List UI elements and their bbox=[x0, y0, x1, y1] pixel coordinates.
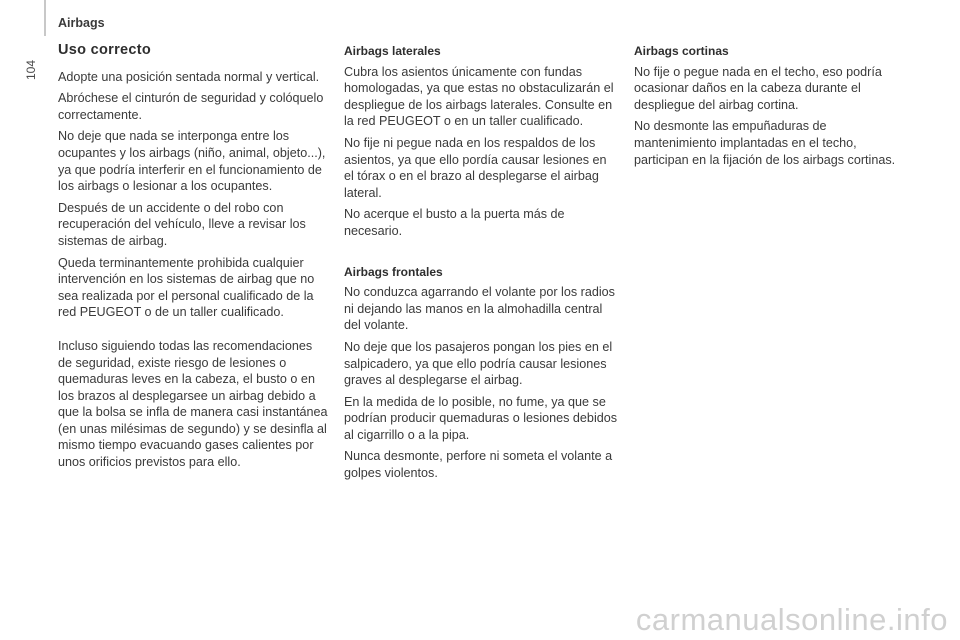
paragraph: Adopte una posición sentada normal y vertical. bbox=[58, 69, 320, 84]
spacer bbox=[344, 245, 619, 263]
paragraph: No fije ni pegue nada en los respaldos de los asientos, ya que ello pordía causar lesiones en el tórax o en el brazo al desplegarse el airbag lateral. bbox=[344, 135, 607, 200]
section-title-front-airbags: Airbags frontales bbox=[344, 264, 443, 279]
paragraph: No desmonte las empuñaduras de mantenimiento implantadas en el techo, participan en la fijación de los airbags cortinas. bbox=[634, 119, 896, 167]
paragraph: Incluso siguiendo todas las recomendaciones de seguridad, existe riesgo de lesiones o quemaduras leves en la cabeza, el busto o en los brazos al desplegarsee un airbag debido a que la bolsa se infla de manera casi instantánea (en unas milésimas de segundo) y se desinfla al mismo tiempo evacuando gases calientes por unos orificios previstos para ello. bbox=[58, 338, 328, 470]
paragraph: Cubra los asientos únicamente con fundas homologadas, ya que estas no obstaculizarán el despliegue de los airbags laterales. Consulte en la red PEUGEOT o en un taller cualificado. bbox=[344, 64, 614, 129]
paragraph: Abróchese el cinturón de seguridad y colóquelo correctamente. bbox=[58, 91, 324, 122]
column-curtain-airbags bbox=[634, 42, 909, 173]
column-correct-use bbox=[58, 42, 328, 476]
paragraph: En la medida de lo posible, no fume, ya que se podrían producir quemaduras o lesiones debidos al cigarrillo o a la pipa. bbox=[344, 394, 618, 442]
page-number: 104 bbox=[24, 59, 38, 80]
section-title-side-airbags: Airbags laterales bbox=[344, 44, 441, 58]
section-title-correct-use: Uso correcto bbox=[58, 42, 152, 58]
chapter-title: Airbags bbox=[58, 16, 105, 30]
spacer bbox=[58, 326, 328, 338]
section-title-curtain-airbags: Airbags cortinas bbox=[634, 44, 729, 58]
paragraph: Después de un accidente o del robo con recuperación del vehículo, lleve a revisar los sistemas de airbag. bbox=[58, 200, 306, 248]
paragraph: No acerque el busto a la puerta más de necesario. bbox=[344, 207, 565, 238]
paragraph: No deje que nada se interponga entre los ocupantes y los airbags (niño, animal, objeto...), ya que podría interferir en el funcionamiento de los airbags o lesionar a los ocupantes. bbox=[58, 129, 326, 194]
watermark: carmanualsonline.info bbox=[635, 602, 948, 637]
column-side-front-airbags bbox=[344, 42, 619, 487]
paragraph: Nunca desmonte, perfore ni someta el volante a golpes violentos. bbox=[344, 449, 613, 481]
paragraph: No conduzca agarrando el volante por los radios ni dejando las manos en la almohadilla central del volante. bbox=[344, 285, 615, 333]
paragraph: No fije o pegue nada en el techo, eso podría ocasionar daños en la cabeza durante el despliegue del airbag cortina. bbox=[634, 64, 882, 112]
chapter-rule bbox=[44, 0, 46, 36]
paragraph: No deje que los pasajeros pongan los pies en el salpicadero, ya que ello podría causar lesiones graves al desplegarse el airbag. bbox=[344, 339, 613, 388]
paragraph: Queda terminantemente prohibida cualquier intervención en los sistemas de airbag que no sea realizada por el personal cualificado de la red PEUGEOT o de un taller cualificado. bbox=[58, 255, 315, 320]
